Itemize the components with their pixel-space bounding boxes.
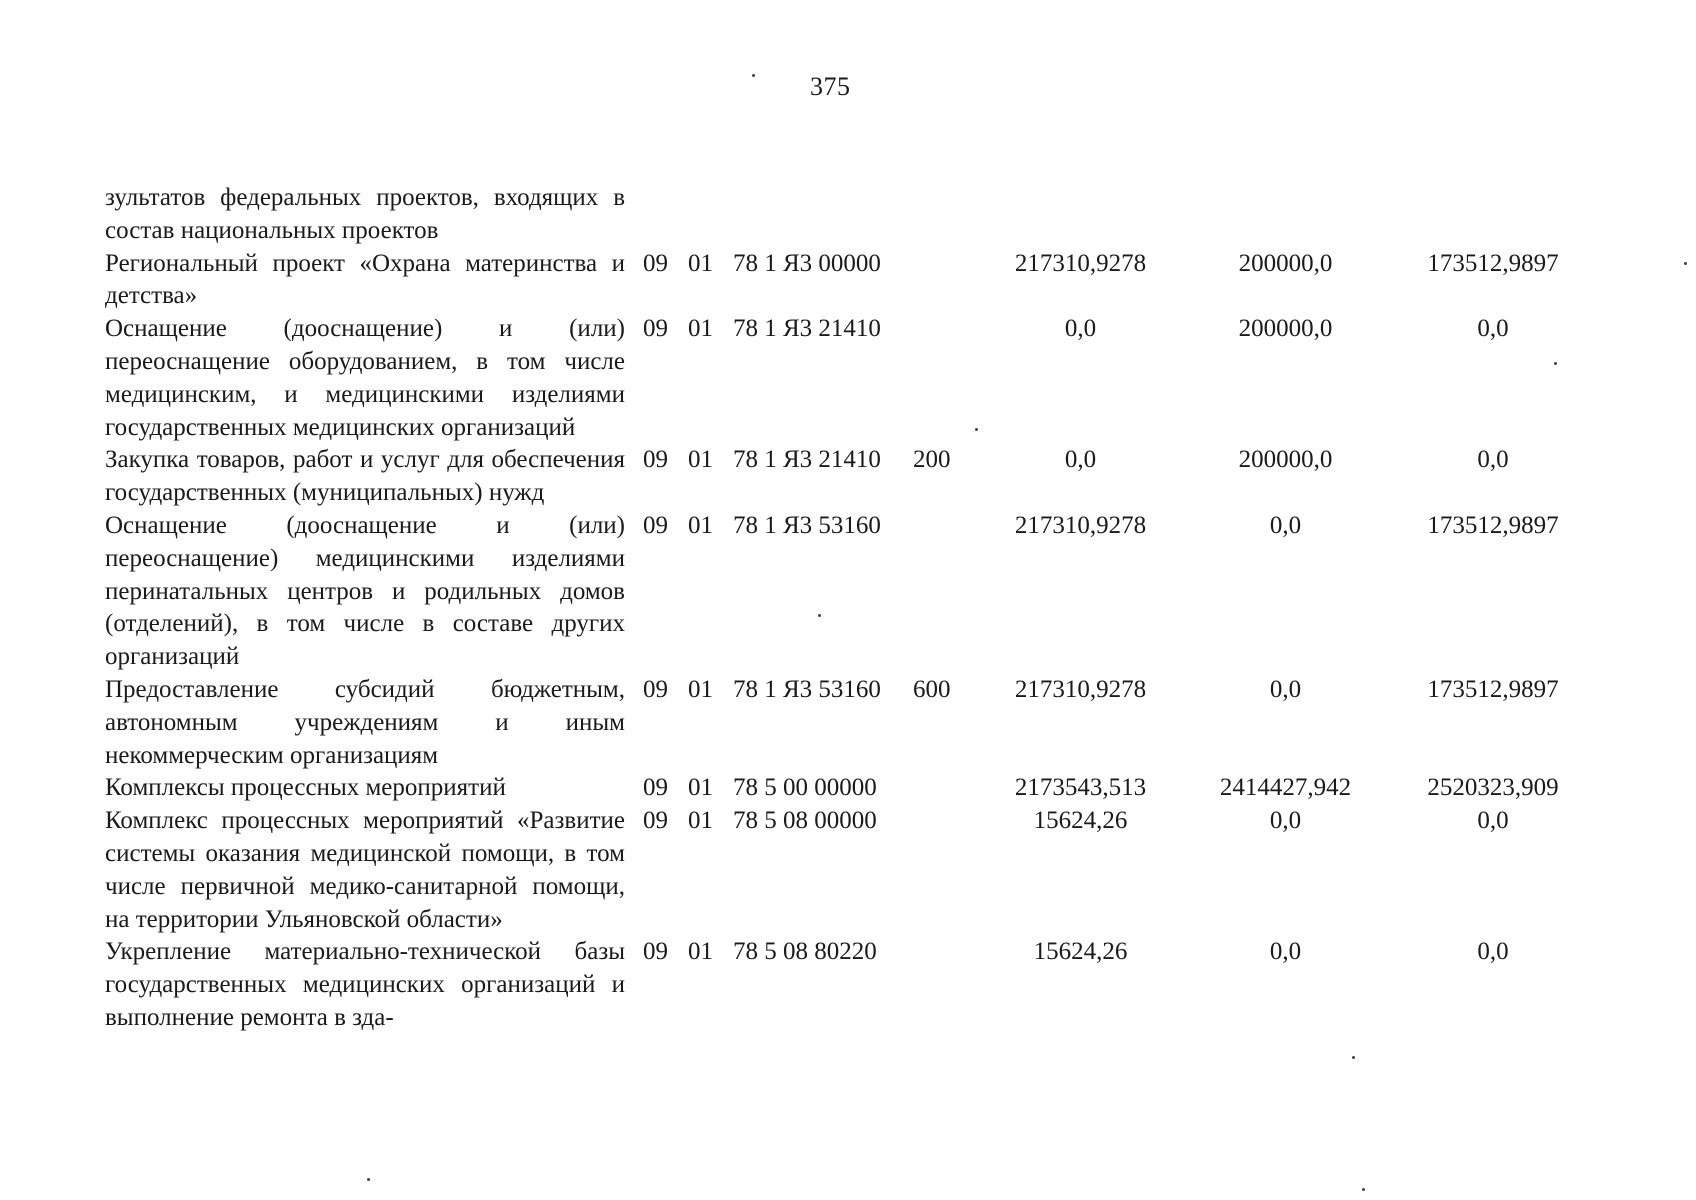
row-value-2: 0,0 <box>1269 938 1302 966</box>
row-value-2: 0,0 <box>1269 675 1302 703</box>
row-name: Предоставление субсидий бюджетным, автономным учреждениям и иным некоммерческим организациям <box>105 675 625 769</box>
row-value-1: 217310,9278 <box>1014 249 1147 277</box>
row-value-2: 2414427,942 <box>1219 774 1352 802</box>
scan-speck <box>752 74 755 77</box>
row-name: Комплекс процессных мероприятий «Развитие системы оказания медицинской помощи, в том числе первичной медико-санитарной помощи, на территории Ульяновской области» <box>105 807 625 933</box>
row-target-article: 78 1 Я3 53160 <box>733 675 881 703</box>
row-name: Укрепление материально-технической базы государственных медицинских организаций и выполнение ремонта в зда- <box>105 938 625 1031</box>
row-section: 09 <box>643 446 668 474</box>
budget-table <box>105 182 1598 1035</box>
scan-speck <box>367 1178 370 1181</box>
table-row <box>105 510 1598 674</box>
row-target-article: 78 5 00 00000 <box>733 774 877 802</box>
table-row <box>105 936 1598 1034</box>
row-subsection: 01 <box>688 807 713 835</box>
row-value-1 <box>978 182 1183 248</box>
row-name: Закупка товаров, работ и услуг для обеспечения государственных (муниципальных) нужд <box>105 446 625 507</box>
table-row <box>105 182 1598 248</box>
row-subsection: 01 <box>688 774 713 802</box>
row-value-1: 0,0 <box>1064 446 1097 474</box>
row-value-2: 0,0 <box>1269 807 1302 835</box>
row-target-article: 78 1 Я3 00000 <box>733 249 881 277</box>
scan-speck <box>975 428 978 431</box>
scan-speck <box>1554 362 1557 365</box>
row-expense-type: 200 <box>913 446 951 474</box>
row-section: 09 <box>643 774 668 802</box>
row-target-article: 78 1 Я3 21410 <box>733 315 881 343</box>
row-section <box>643 182 688 248</box>
row-expense-type <box>913 510 978 674</box>
row-expense-type <box>913 248 978 314</box>
row-value-1: 0,0 <box>1064 315 1097 343</box>
scan-speck <box>1684 262 1687 265</box>
row-subsection: 01 <box>688 675 713 703</box>
row-section: 09 <box>643 675 668 703</box>
row-value-2: 200000,0 <box>1238 315 1333 343</box>
row-value-2 <box>1183 182 1388 248</box>
row-name: зультатов федеральных проектов, входящих в состав национальных проектов <box>105 184 625 244</box>
row-value-1: 2173543,513 <box>1014 774 1147 802</box>
row-subsection: 01 <box>688 511 713 539</box>
row-expense-type <box>913 772 978 805</box>
row-subsection: 01 <box>688 446 713 474</box>
row-value-3: 173512,9897 <box>1427 511 1559 539</box>
row-subsection: 01 <box>688 938 713 966</box>
row-expense-type <box>913 313 978 444</box>
row-value-1: 15624,26 <box>1033 807 1128 835</box>
row-value-2: 0,0 <box>1269 511 1302 539</box>
row-value-3: 173512,9897 <box>1427 249 1559 277</box>
row-section: 09 <box>643 807 668 835</box>
row-expense-type <box>913 182 978 248</box>
row-target-article: 78 5 08 80220 <box>733 938 877 966</box>
row-section: 09 <box>643 511 668 539</box>
row-value-1: 217310,9278 <box>1014 511 1147 539</box>
page-number: 375 <box>810 72 851 101</box>
row-subsection: 01 <box>688 249 713 277</box>
row-value-1: 15624,26 <box>1033 938 1128 966</box>
row-target-article <box>733 182 913 248</box>
row-value-2: 200000,0 <box>1238 446 1333 474</box>
row-name: Оснащение (дооснащение) и (или) переоснащение оборудованием, в том числе медицинским, и медицинскими изделиями государственных медицинских организаций <box>105 315 625 441</box>
row-expense-type <box>913 805 978 936</box>
row-name: Комплексы процессных мероприятий <box>105 774 506 802</box>
table-row <box>105 313 1598 444</box>
row-value-3: 0,0 <box>1477 807 1509 835</box>
row-value-3: 0,0 <box>1477 446 1509 474</box>
row-target-article: 78 1 Я3 53160 <box>733 511 881 539</box>
row-value-3: 0,0 <box>1477 315 1509 343</box>
row-name: Региональный проект «Охрана материнства и детства» <box>105 249 625 310</box>
row-expense-type <box>913 936 978 1034</box>
table-row <box>105 772 1598 805</box>
row-value-3 <box>1388 182 1598 248</box>
row-subsection: 01 <box>688 315 713 343</box>
row-value-3: 2520323,909 <box>1427 774 1559 802</box>
row-name: Оснащение (дооснащение и (или) переоснащение) медицинскими изделиями перинатальных центров и родильных домов (отделений), в том числе в составе других организаций <box>105 511 625 671</box>
table-row <box>105 248 1598 314</box>
row-expense-type: 600 <box>913 675 951 703</box>
row-section: 09 <box>643 315 668 343</box>
row-section: 09 <box>643 938 668 966</box>
row-value-3: 0,0 <box>1477 938 1509 966</box>
row-value-2: 200000,0 <box>1238 249 1333 277</box>
table-row <box>105 805 1598 936</box>
row-value-1: 217310,9278 <box>1014 675 1147 703</box>
scan-speck <box>1352 1056 1355 1059</box>
scan-speck <box>818 614 821 617</box>
row-target-article: 78 1 Я3 21410 <box>733 446 881 474</box>
row-subsection <box>688 182 733 248</box>
row-section: 09 <box>643 249 668 277</box>
row-target-article: 78 5 08 00000 <box>733 807 877 835</box>
scan-speck <box>1362 1188 1365 1191</box>
table-row <box>105 444 1598 510</box>
row-value-3: 173512,9897 <box>1427 675 1559 703</box>
table-row <box>105 674 1598 772</box>
